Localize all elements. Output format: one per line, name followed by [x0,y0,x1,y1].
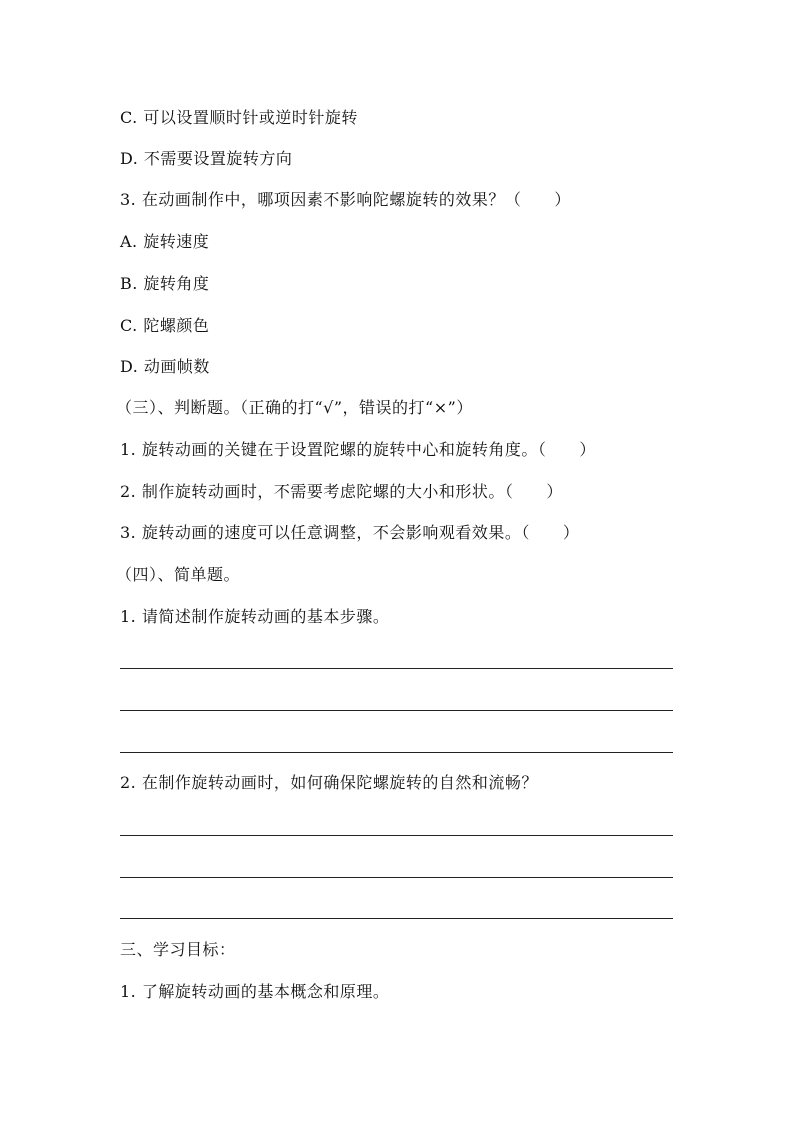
option-b-line: B. 旋转角度 [120,274,210,293]
option-c-line: C. 可以设置顺时针或逆时针旋转 [120,108,358,127]
section-true-false-heading: （三）、判断题。（正确的打“√”，错误的打“×”） [116,398,473,417]
answer-line [120,835,673,836]
option-d-line-2: D. 动画帧数 [120,357,210,376]
learning-goal-1: 1. 了解旋转动画的基本概念和原理。 [120,982,390,1001]
option-a-line: A. 旋转速度 [120,232,210,251]
option-d-line: D. 不需要设置旋转方向 [120,149,293,168]
short-answer-question-2: 2. 在制作旋转动画时，如何确保陀螺旋转的自然和流畅？ [120,773,538,792]
true-false-item-2: 2. 制作旋转动画时，不需要考虑陀螺的大小和形状。（ ） [120,482,563,501]
section-short-answer-heading: （四）、简单题。 [116,565,241,584]
answer-line [120,918,673,919]
learning-goals-heading: 三、学习目标： [120,940,236,959]
answer-line [120,752,673,753]
short-answer-question-1: 1. 请简述制作旋转动画的基本步骤。 [120,607,390,626]
question-3-line: 3. 在动画制作中，哪项因素不影响陀螺旋转的效果？（ ） [120,190,571,209]
answer-line [120,877,673,878]
true-false-item-3: 3. 旋转动画的速度可以任意调整，不会影响观看效果。（ ） [120,523,580,542]
answer-line [120,710,673,711]
true-false-item-1: 1. 旋转动画的关键在于设置陀螺的旋转中心和旋转角度。（ ） [120,440,596,459]
option-c-line-2: C. 陀螺颜色 [120,316,210,335]
answer-line [120,668,673,669]
